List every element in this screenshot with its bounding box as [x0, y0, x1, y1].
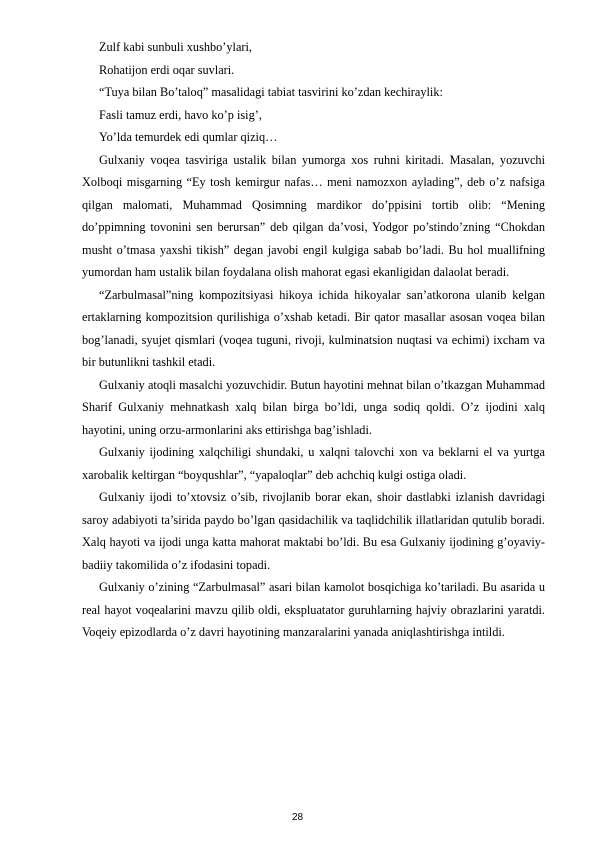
- intro-line: “Tuya bilan Bo’taloq” masalidagi tabiat tasvirini ko’zdan kechiraylik:: [99, 85, 443, 99]
- paragraph: Gulxaniy ijodining xalqchiligi shundaki, u xalqni talovchi xon va beklarni el va yurtga xarobalik keltirgan “boyqushlar”, “yapaloqlar” deb achchiq kulgi ostiga oladi.: [82, 445, 545, 482]
- document-body: [82, 36, 545, 644]
- paragraph: Gulxaniy o’zining “Zarbulmasal” asari bilan kamolot bosqichiga ko’tariladi. Bu asarida u real hayot voqealarini mavzu qilib oldi, ekspluatator guruhlarning hajviy obrazlarini yaratdi. Voqeiy epizodlarda o’z davri hayotining manzaralarini yanada aniqlashtirishga intildi.: [82, 580, 545, 639]
- paragraph: Gulxaniy ijodi to’xtovsiz o’sib, rivojlanib borar ekan, shoir dastlabki izlanish davridagi saroy adabiyoti ta’sirida paydo bo’lgan qasidachilik va taqlidchilik illatlaridan qutulib boradi. Xalq hayoti va ijodi unga katta mahorat maktabi bo’ldi. Bu esa Gulxaniy ijodining g’oyaviy-badiiy takomilida o’z ifodasini topadi.: [82, 490, 545, 572]
- poem-line: Yo’lda temurdek edi qumlar qiziq…: [99, 130, 278, 144]
- poem-line: Zulf kabi sunbuli xushbo’ylari,: [99, 40, 253, 54]
- paragraph: “Zarbulmasal”ning kompozitsiyasi hikoya ichida hikoyalar san’atkorona ulanib kelgan ertaklarning kompozitsion qurilishiga o’xshab ketadi. Bir qator masallar asosan voqea bilan bog’lanadi, syujet qismlari (voqea tuguni, rivoji, kulminatsion nuqtasi va echimi) ixcham va bir butunlikni tashkil etadi.: [82, 287, 545, 369]
- poem-line: Fasli tamuz erdi, havo ko’p isig’,: [99, 107, 262, 122]
- poem-line: Rohatijon erdi oqar suvlari.: [99, 62, 235, 77]
- paragraph: Gulxaniy voqea tasviriga ustalik bilan yumorga xos ruhni kiritadi. Masalan, yozuvchi Xolboqi misgarning “Ey tosh kemirgur nafas… meni namozxon aylading”, deb o’z nafsiga qilgan malomati, Muhammad Qosimning mardikor do’ppisini tortib olib: “Mening do’ppimning tovonini sen berursan” deb qilgan da’vosi, Yodgor po’stindo’zning “Chokdan musht o’tmasa yaxshi tikish” degan javobi engil kulgiga sabab bo’ladi. Bu hol muallifning yumordan ham ustalik bilan foydalana olish mahorat egasi ekanligidan dalaolat beradi.: [82, 152, 545, 279]
- paragraph: Gulxaniy atoqli masalchi yozuvchidir. Butun hayotini mehnat bilan o’tkazgan Muhammad Sharif Gulxaniy mehnatkash xalq bilan birga bo’ldi, unga sodiq qoldi. O’z ijodini xalq hayotini, uning orzu-armonlarini aks ettirishga bag’ishladi.: [82, 377, 545, 437]
- page-number: 28: [291, 812, 304, 823]
